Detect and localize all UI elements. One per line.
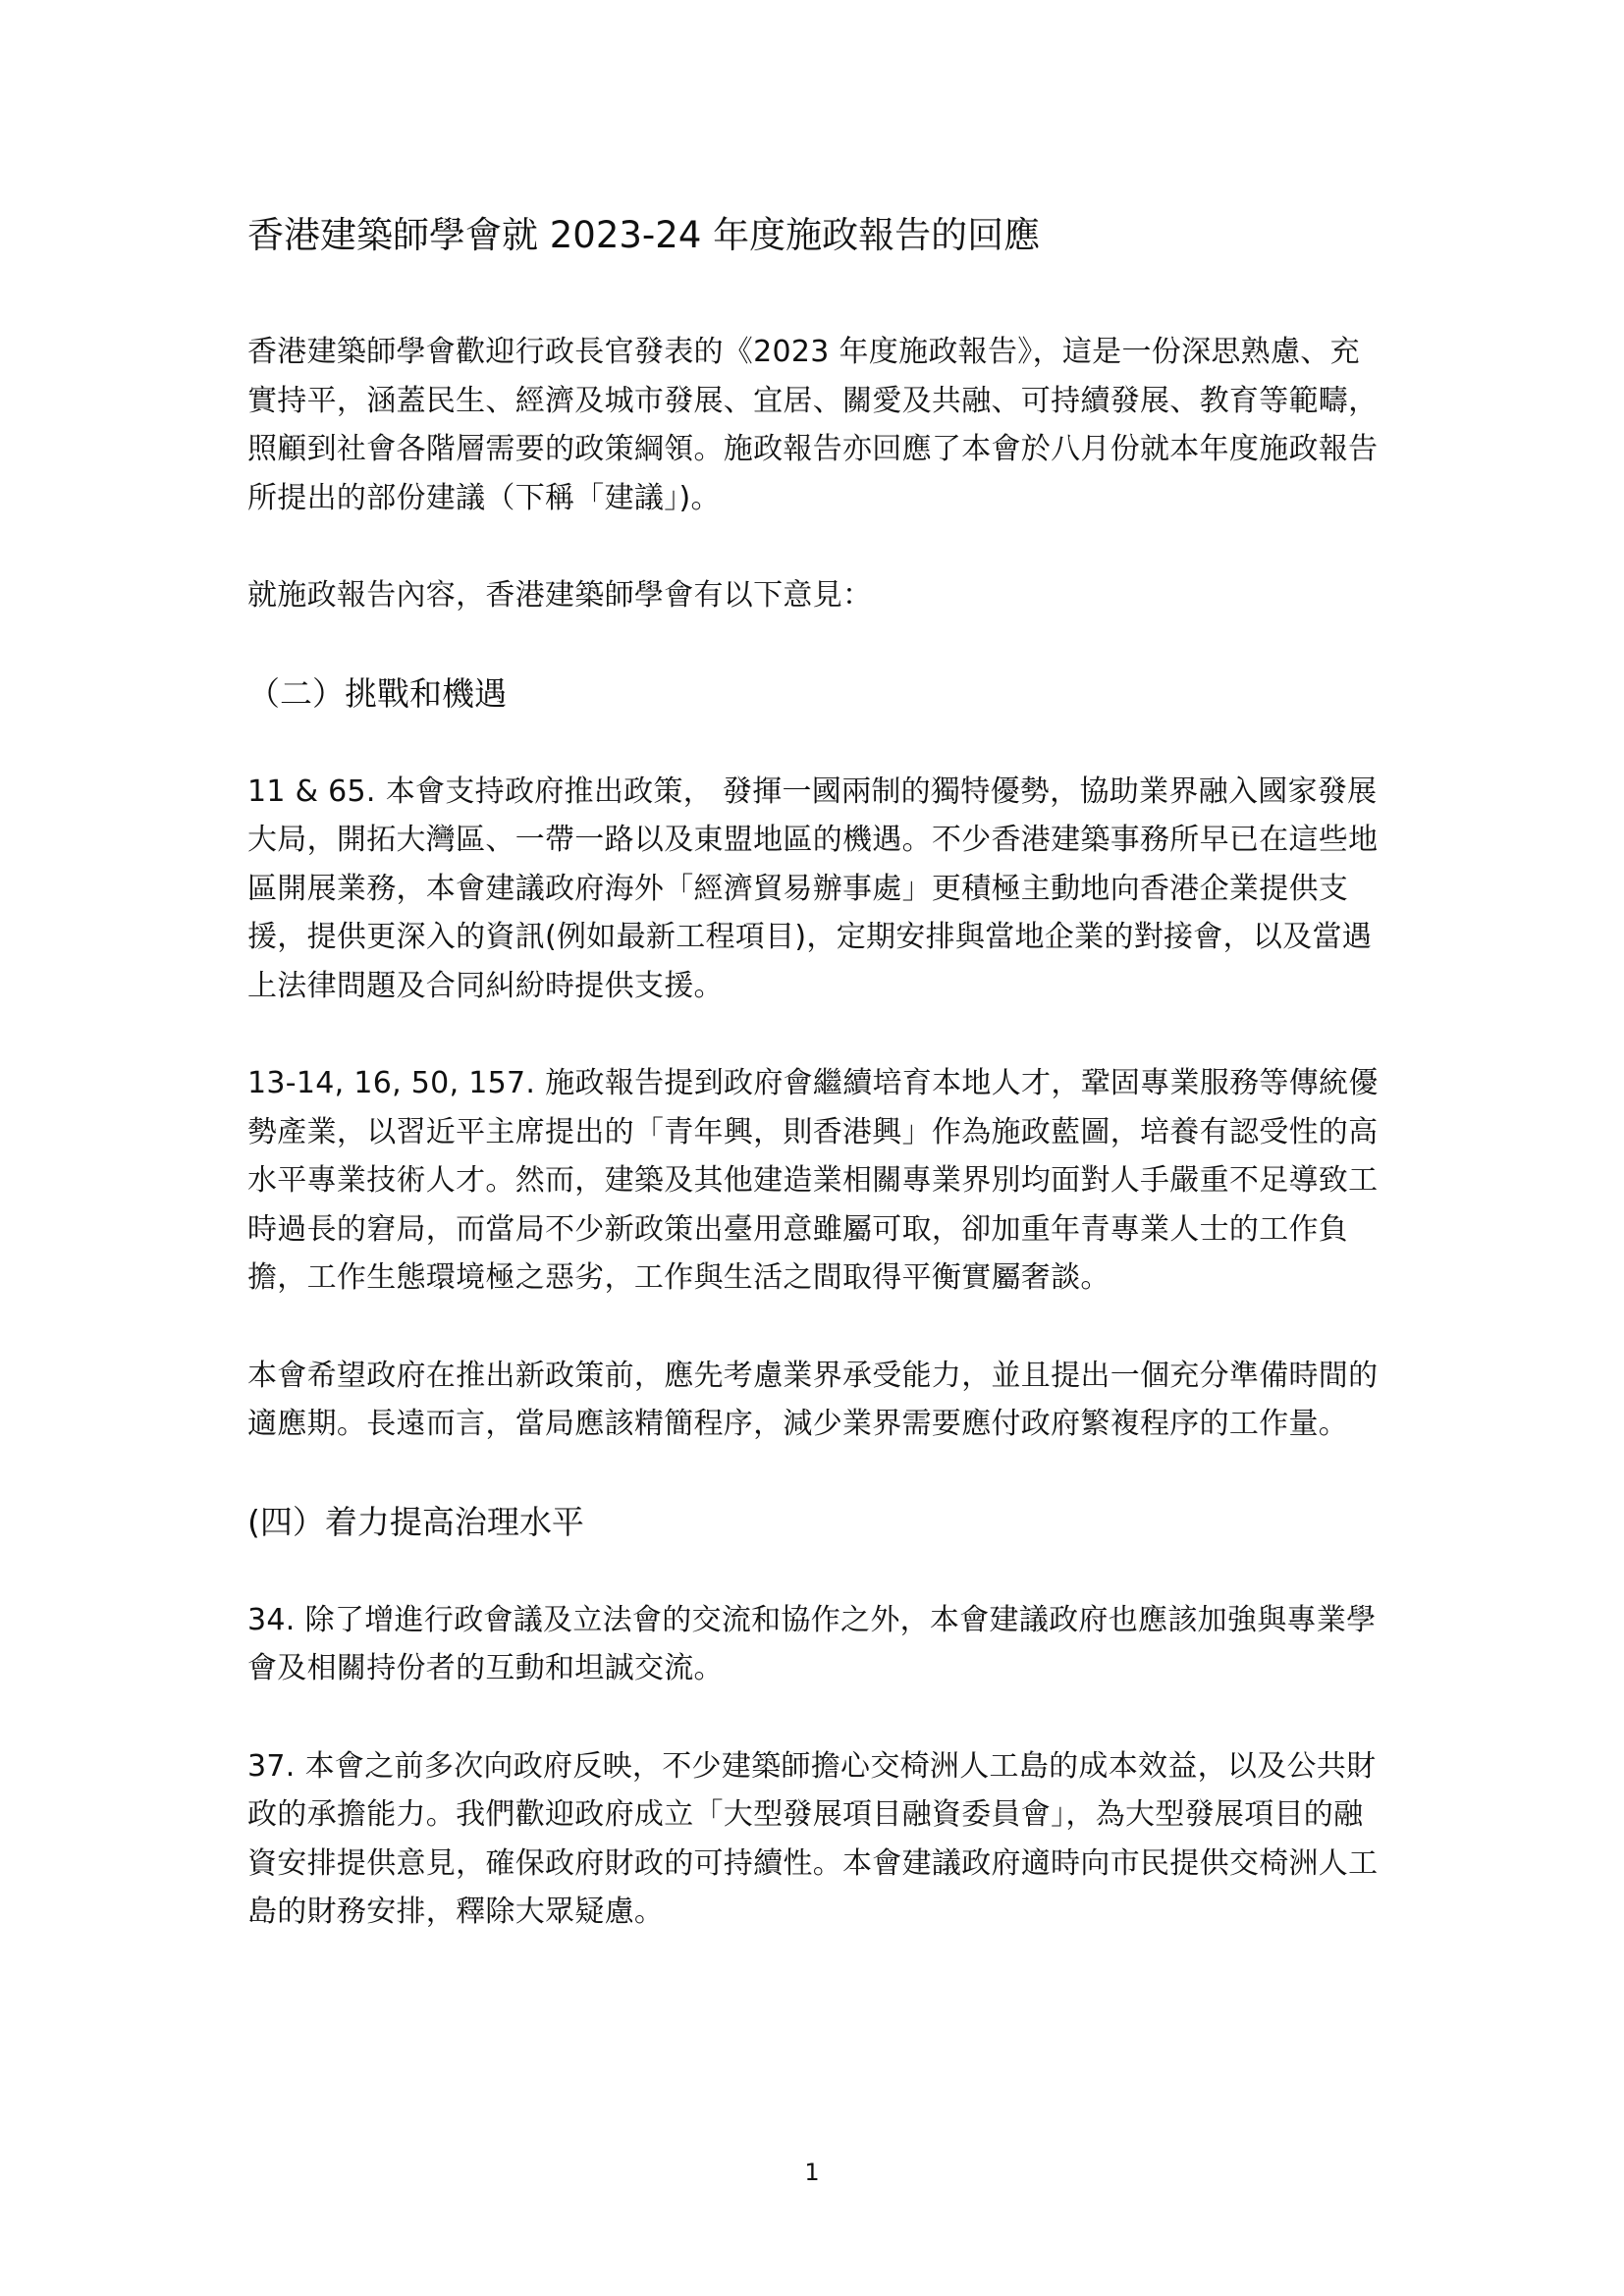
opinion-intro-paragraph: 就施政報告內容，香港建築師學會有以下意見：	[247, 578, 873, 613]
page-number: 1	[804, 2159, 820, 2186]
paragraph-11-65	[247, 768, 1386, 1011]
paragraph-text: 除了增進行政會議及立法會的交流和協作之外，本會建議政府也應該加強與專業學會及相關持份者的互動和坦誠交流。	[247, 1602, 1377, 1685]
section-heading-governance: (四）着力提高治理水平	[247, 1502, 584, 1541]
paragraph-label: 13-14, 16, 50, 157.	[247, 1066, 536, 1100]
paragraph-text: 本會之前多次向政府反映，不少建築師擔心交椅洲人工島的成本效益，以及公共財政的承擔能力。我們歡迎政府成立「大型發展項目融資委員會」，為大型發展項目的融資安排提供意見，確保政府財政的可持續性。本會建議政府適時向市民提供交椅洲人工島的財務安排，釋除大眾疑慮。	[247, 1748, 1379, 1929]
paragraph-label: 37.	[247, 1748, 296, 1784]
document-title: 香港建築師學會就 2023-24 年度施政報告的回應	[247, 214, 1041, 256]
paragraph-34	[247, 1596, 1386, 1693]
paragraph-label: 11 & 65.	[247, 774, 376, 809]
paragraph-13-14-16-50-157	[247, 1059, 1386, 1303]
paragraph-text: 本會支持政府推出政策， 發揮一國兩制的獨特優勢，協助業界融入國家發展大局，開拓大灣區、一帶一路以及東盟地區的機遇。不少香港建築事務所早已在這些地區開展業務，本會建議政府海外「經濟貿易辦事處」更積極主動地向香港企業提供支援，提供更深入的資訊(例如最新工程項目)，定期安排與當地企業的對接會，以及當遇上法律問題及合同糾紛時提供支援。	[247, 774, 1379, 1003]
paragraph-policy-adaptation: 本會希望政府在推出新政策前，應先考慮業界承受能力，並且提出一個充分準備時間的適應期。長遠而言，當局應該精簡程序，減少業界需要應付政府繁複程序的工作量。	[247, 1358, 1379, 1441]
section-heading-challenges: （二）挑戰和機遇	[247, 673, 507, 713]
document-body	[247, 208, 1386, 1986]
intro-paragraph: 香港建築師學會歡迎行政長官發表的《2023 年度施政報告》，這是一份深思熟慮、充實持平，涵蓋民生、經濟及城市發展、宜居、關愛及共融、可持續發展、教育等範疇，照顧到社會各階層需要的政策綱領。施政報告亦回應了本會於八月份就本年度施政報告所提出的部份建議（下稱「建議」)。	[247, 335, 1379, 515]
paragraph-text: 施政報告提到政府會繼續培育本地人才，鞏固專業服務等傳統優勢產業，以習近平主席提出的「青年興，則香港興」作為施政藍圖，培養有認受性的高水平專業技術人才。然而，建築及其他建造業相關專業界別均面對人手嚴重不足導致工時過長的窘局，而當局不少新政策出臺用意雖屬可取，卻加重年青專業人士的工作負擔，工作生態環境極之惡劣，工作與生活之間取得平衡實屬奢談。	[247, 1066, 1379, 1295]
paragraph-37	[247, 1742, 1386, 1937]
paragraph-label: 34.	[247, 1602, 296, 1637]
